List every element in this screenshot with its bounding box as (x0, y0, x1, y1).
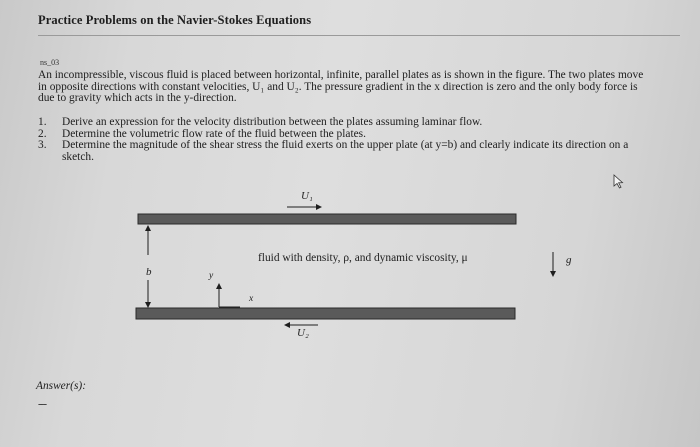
task-text: Derive an expression for the velocity distribution between the plates assuming laminar flow. (62, 116, 483, 128)
task-text: Determine the volumetric flow rate of the fluid between the plates. (62, 127, 366, 140)
upper-velocity-label: U₁ (301, 190, 313, 202)
y-axis-label: y (209, 271, 214, 281)
lower-velocity-label: U₂ (297, 327, 309, 339)
problem-statement: An incompressible, viscous fluid is placed between horizontal, infinite, parallel plates as is shown in the figure. The two plates move in opposite directions with constant velocities, U₁ and U₂. The pressure gradient in the x direction is zero and the only body force is due to gravity which acts in the y-direction. (38, 69, 644, 105)
task-number: 3. (38, 139, 47, 152)
gap-label: b (146, 266, 152, 278)
answer-value: --- (38, 398, 46, 410)
page-title: Practice Problems on the Navier-Stokes Equations (38, 13, 312, 27)
problem-id: ns_03 (40, 58, 60, 67)
gravity-label: g (566, 254, 572, 266)
lower-plate (136, 308, 515, 319)
answer-label: Answer(s): (36, 380, 86, 392)
fluid-description: fluid with density, ρ, and dynamic viscosity, μ (258, 252, 468, 264)
x-axis-label: x (249, 294, 254, 304)
task-number: 1. (38, 116, 47, 128)
task-text: Determine the magnitude of the shear stress the fluid exerts on the upper plate (at y=b) and clearly indicate its direction on a sketch. (62, 139, 629, 163)
upper-plate (138, 214, 516, 224)
task-number: 2. (38, 127, 47, 140)
